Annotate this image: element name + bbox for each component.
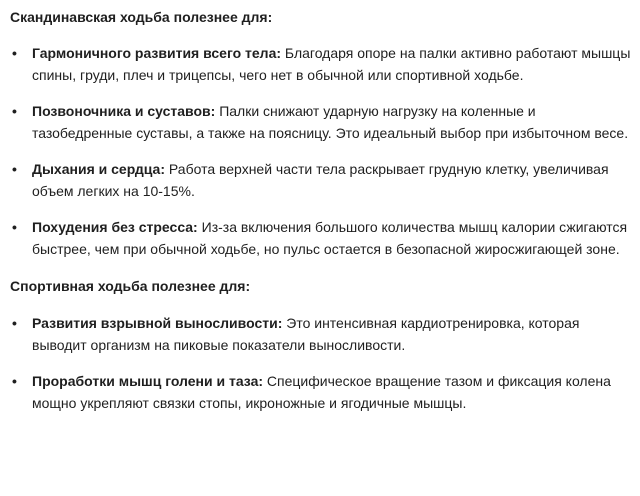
section-title: Скандинавская ходьба полезнее для: bbox=[10, 9, 273, 25]
item-term: Дыхания и сердца: bbox=[32, 161, 166, 177]
item-text: Палки снижают ударную нагрузку на коленные и тазобедренные суставы, а также на поясницу. Это идеальный выбор при избыточном весе. bbox=[32, 103, 629, 141]
item-text: Это интенсивная кардиотренировка, которая выводит организм на пиковые показатели выносливости. bbox=[32, 315, 580, 353]
item-term: Позвоночника и суставов: bbox=[32, 103, 216, 119]
item-text: Из-за включения большого количества мышц калории сжигаются быстрее, чем при обычной ходьбе, но пульс остается в безопасной жиросжигающей зоне. bbox=[32, 219, 628, 257]
bullet-icon: • bbox=[12, 45, 17, 61]
bullet-icon: • bbox=[12, 161, 17, 177]
item-text: Благодаря опоре на палки активно работают мышцы спины, груди, плеч и трицепсы, чего нет в обычной или спортивной ходьбе. bbox=[32, 45, 631, 83]
list-item bbox=[10, 370, 640, 414]
bullet-icon: • bbox=[12, 103, 17, 119]
section-nordic-walking bbox=[10, 6, 640, 260]
list-item bbox=[10, 312, 640, 356]
bullet-icon: • bbox=[12, 373, 17, 389]
section-title: Спортивная ходьба полезнее для: bbox=[10, 278, 251, 294]
list-item bbox=[10, 100, 640, 144]
item-term: Развития взрывной выносливости: bbox=[32, 315, 283, 331]
item-term: Похудения без стресса: bbox=[32, 219, 198, 235]
list-item bbox=[10, 158, 640, 202]
list-item bbox=[10, 216, 640, 260]
item-term: Проработки мышц голени и таза: bbox=[32, 373, 264, 389]
list-item bbox=[10, 42, 640, 86]
item-text: Специфическое вращение тазом и фиксация колена мощно укрепляют связки стопы, икроножные и ягодичные мышцы. bbox=[32, 373, 611, 411]
benefit-list bbox=[10, 42, 640, 260]
section-race-walking bbox=[10, 275, 640, 414]
bullet-icon: • bbox=[12, 219, 17, 235]
bullet-icon: • bbox=[12, 315, 17, 331]
item-term: Гармоничного развития всего тела: bbox=[32, 45, 282, 61]
item-text: Работа верхней части тела раскрывает грудную клетку, увеличивая объем легких на 10-15%. bbox=[32, 161, 609, 199]
benefit-list bbox=[10, 312, 640, 414]
